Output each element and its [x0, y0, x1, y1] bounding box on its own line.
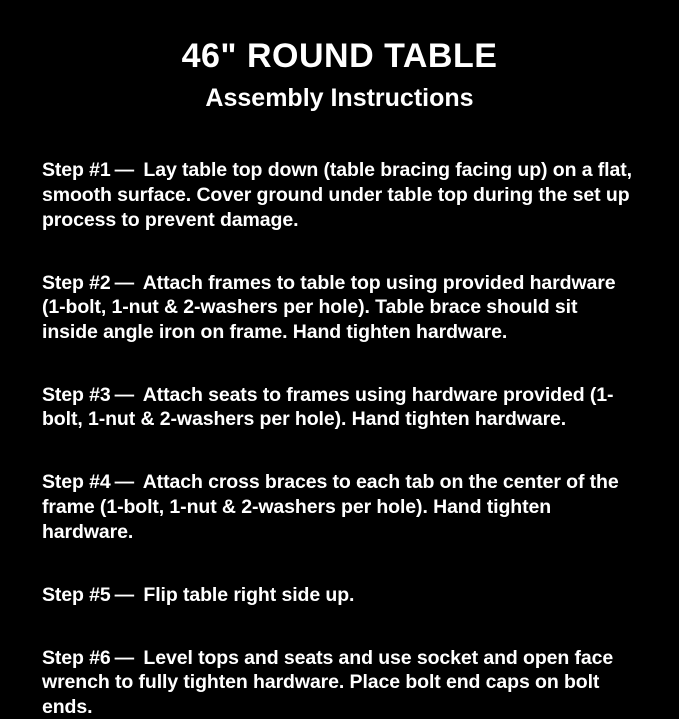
step-label: Step #6	[42, 646, 111, 669]
page-subtitle: Assembly Instructions	[205, 84, 474, 113]
page-title: 46" ROUND TABLE	[181, 37, 498, 75]
steps-list	[42, 139, 637, 719]
step-text: Flip table right side up.	[143, 583, 355, 606]
step-label: Step #5	[42, 583, 111, 606]
step-dash: —	[114, 271, 135, 294]
step-text: Attach cross braces to each tab on the center of the frame (1-bolt, 1-nut & 2-washers per hole). Hand tighten hardware.	[42, 471, 619, 543]
step-label: Step #4	[42, 471, 111, 494]
list-item	[42, 583, 637, 608]
step-text: Lay table top down (table bracing facing up) on a flat, smooth surface. Cover ground under table top during the set up process to prevent damage.	[42, 159, 632, 231]
list-item	[42, 271, 637, 345]
step-dash: —	[114, 646, 135, 669]
list-item	[42, 646, 637, 719]
list-item	[42, 470, 637, 544]
step-text: Attach frames to table top using provided hardware (1-bolt, 1-nut & 2-washers per hole). Table brace should sit inside angle iron on frame. Hand tighten hardware.	[42, 271, 616, 343]
step-label: Step #3	[42, 383, 111, 406]
list-item	[42, 383, 637, 432]
list-item	[42, 158, 637, 232]
step-text: Level tops and seats and use socket and open face wrench to fully tighten hardware. Place bolt end caps on bolt ends.	[42, 646, 614, 718]
step-dash: —	[114, 583, 135, 606]
step-label: Step #2	[42, 271, 111, 294]
step-text: Attach seats to frames using hardware provided (1-bolt, 1-nut & 2-washers per hole). Hand tighten hardware.	[42, 383, 614, 431]
step-label: Step #1	[42, 159, 111, 182]
step-dash: —	[114, 159, 135, 182]
step-dash: —	[114, 471, 135, 494]
step-dash: —	[114, 383, 135, 406]
